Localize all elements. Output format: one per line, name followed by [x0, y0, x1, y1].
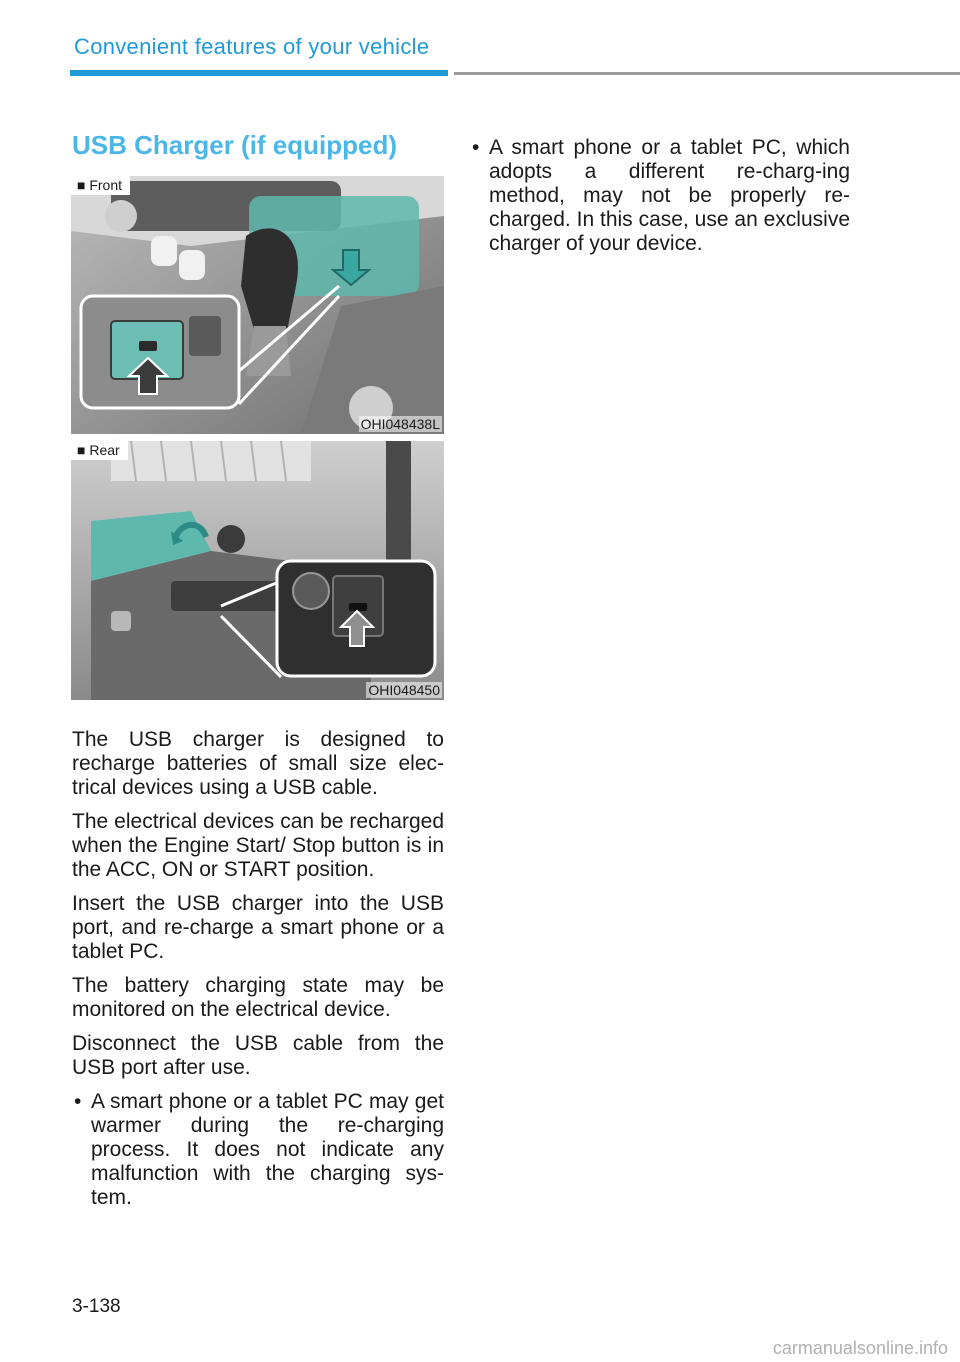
body-paragraph: Insert the USB charger into the USB port, and re-charge a smart phone or a tablet PC.	[72, 892, 444, 963]
rear-console-illustration	[71, 441, 444, 700]
watermark: carmanualsonline.info	[772, 1338, 948, 1358]
body-paragraph: The electrical devices can be recharged when the Engine Start/ Stop button is in the ACC, ON or START position.	[72, 810, 444, 881]
rear-console-figure	[71, 441, 444, 700]
front-console-figure	[71, 176, 444, 434]
page-number: 3-138	[72, 1296, 121, 1317]
left-column-text	[72, 728, 444, 1220]
rear-figure-label: ■ Rear	[71, 441, 128, 460]
header-divider	[454, 72, 960, 75]
section-title: USB Charger (if equipped)	[72, 130, 398, 160]
body-paragraph: The USB charger is designed to recharge batteries of small size elec-trical devices using a USB cable.	[72, 728, 444, 799]
body-paragraph: The battery charging state may be monitored on the electrical device.	[72, 974, 444, 1021]
right-column-text	[470, 136, 850, 266]
rear-figure-code: OHI048450	[368, 682, 440, 698]
header-accent-bar	[70, 70, 448, 76]
front-figure-label: ■ Front	[71, 176, 130, 195]
bullet-item: • A smart phone or a tablet PC, which adopts a different re-charg-ing method, may not be properly re-charged. In this case, use an exclusive charger of your device.	[470, 136, 850, 256]
header-title: Convenient features of your vehicle	[74, 34, 430, 59]
bullet-item: • A smart phone or a tablet PC may get warmer during the re-charging process. It does not indicate any malfunction with the charging sys-tem.	[72, 1090, 444, 1210]
front-figure-code: OHI048438L	[360, 416, 440, 432]
front-console-illustration	[71, 176, 444, 434]
body-paragraph: Disconnect the USB cable from the USB port after use.	[72, 1032, 444, 1079]
